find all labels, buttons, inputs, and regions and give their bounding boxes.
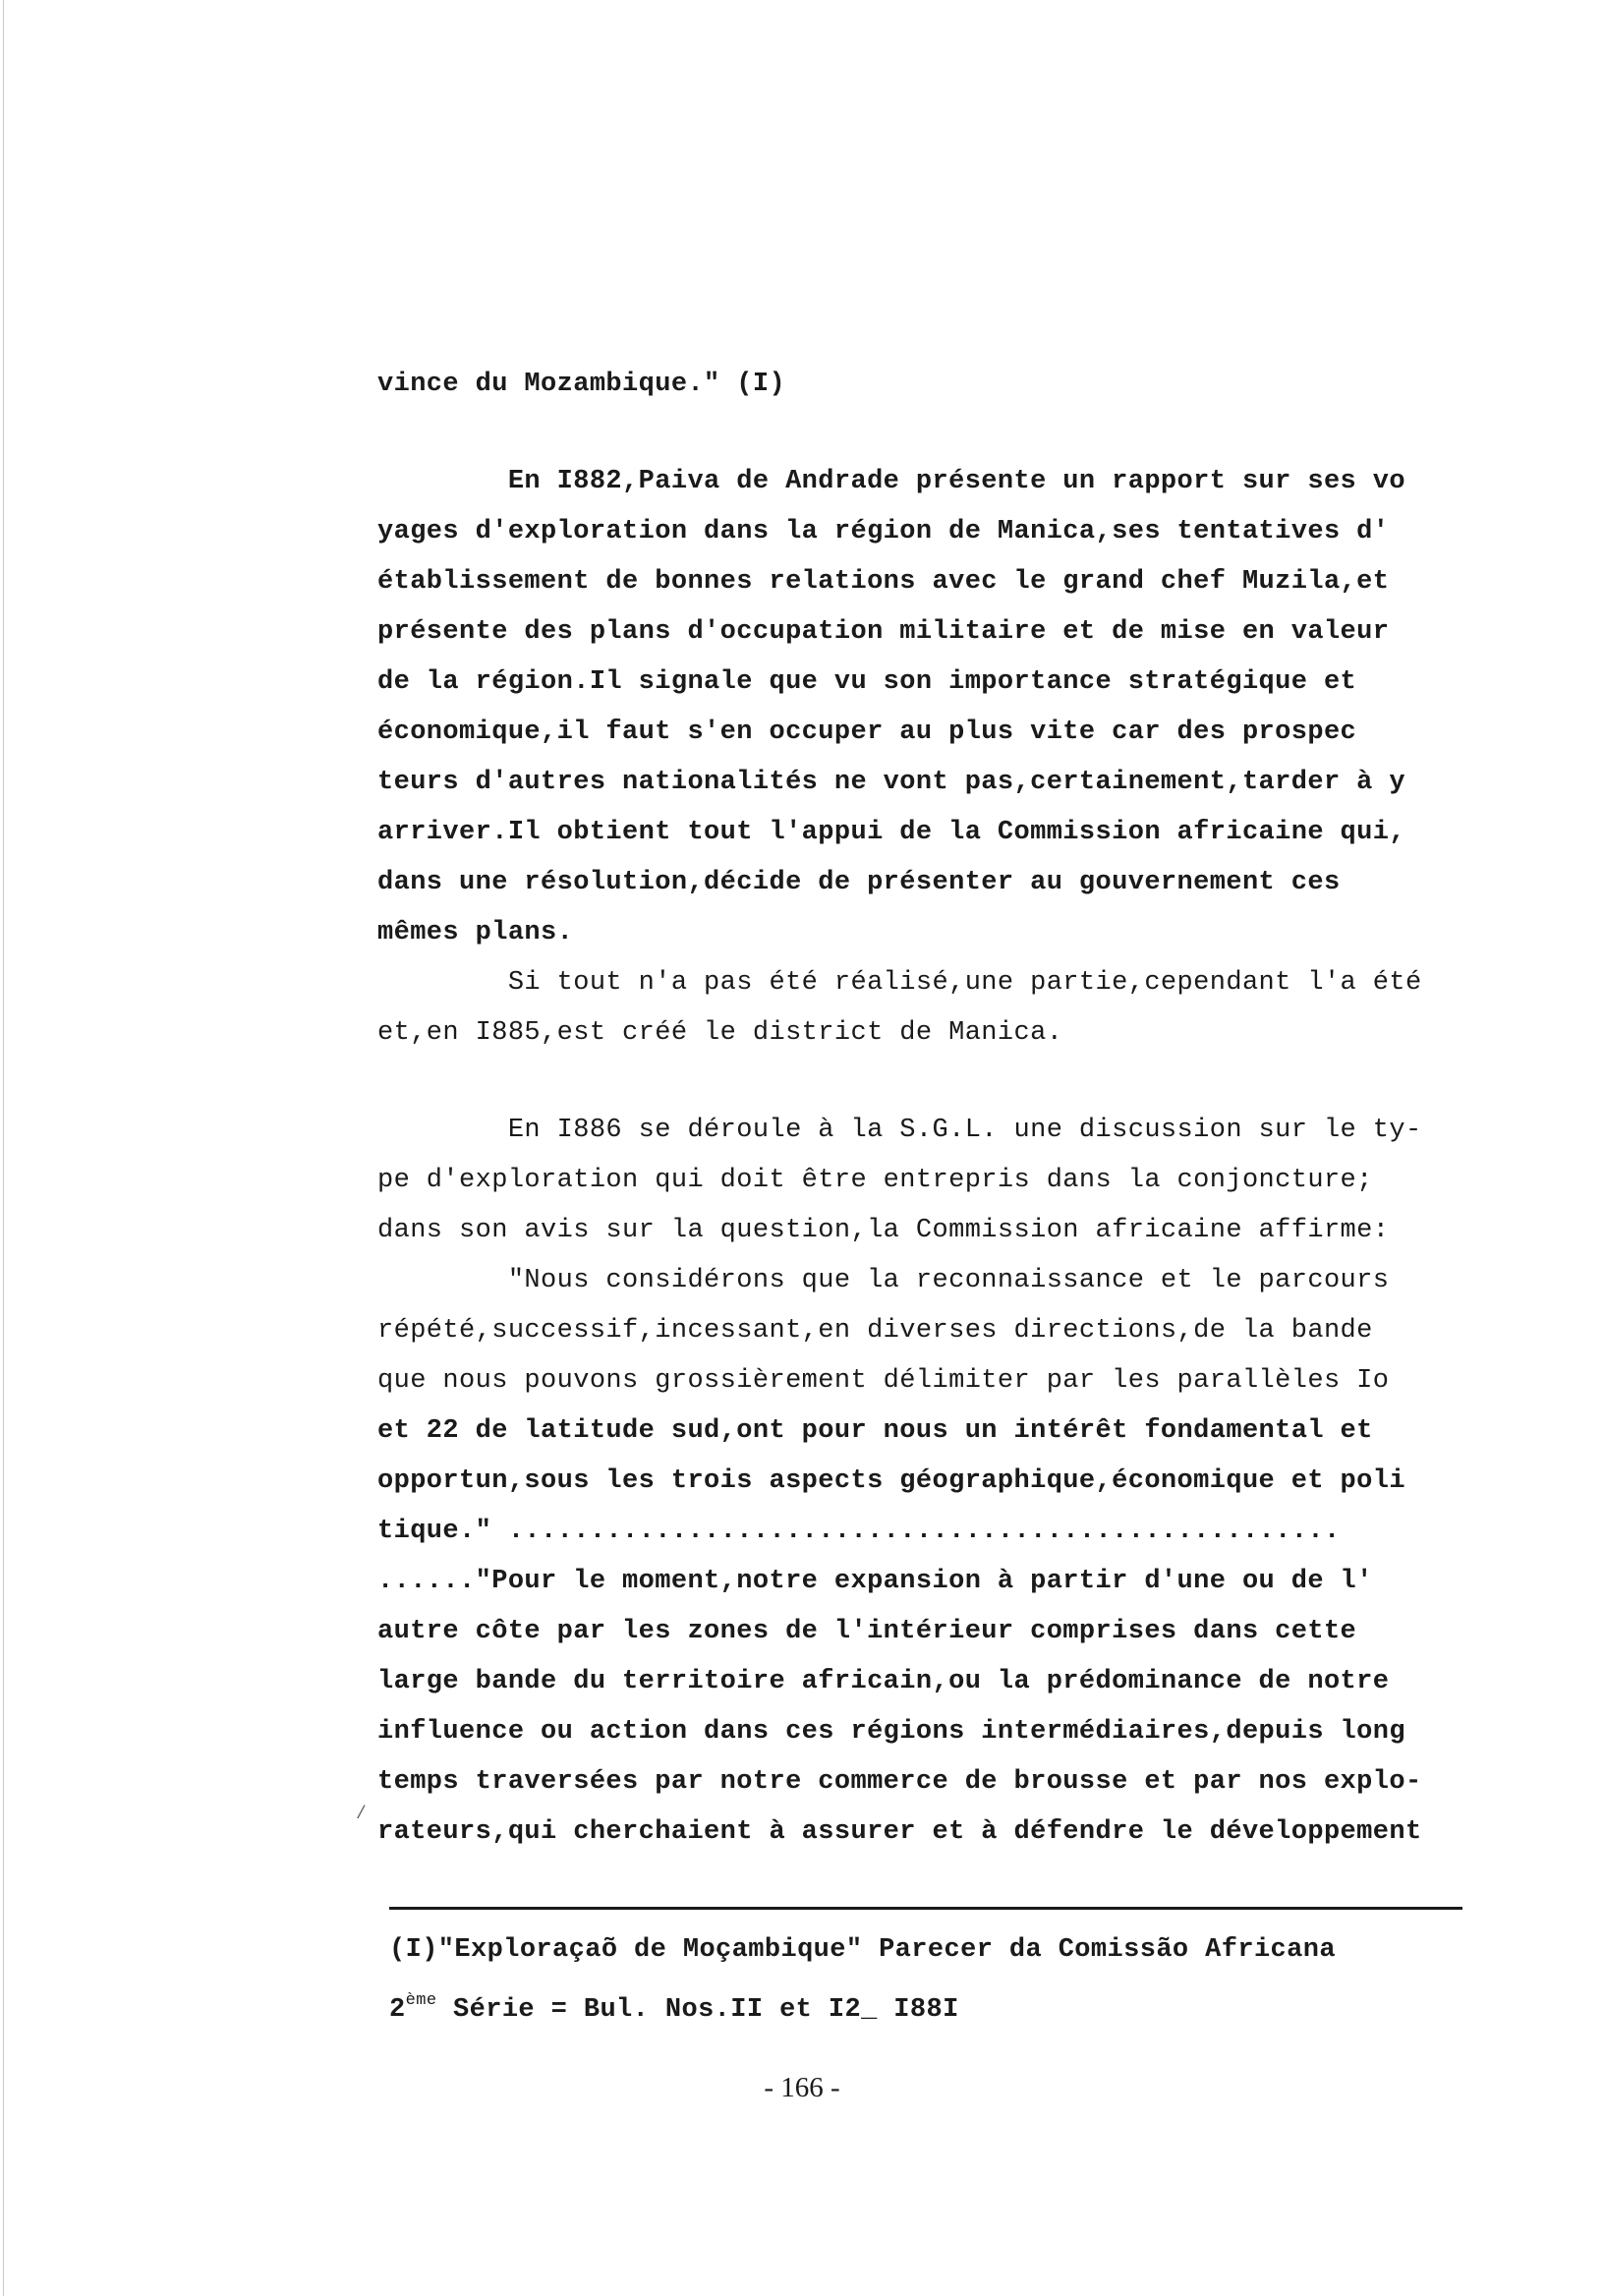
- body-text: [377, 360, 1503, 1858]
- footnote-line: [389, 1976, 1500, 2027]
- footnote-series-number: 2: [389, 1995, 406, 2025]
- text-line: ......"Pour le moment,notre expansion à partir d'une ou de l': [377, 1567, 1373, 1596]
- text-line: rateurs,qui cherchaient à assurer et à défendre le développement: [377, 1817, 1422, 1847]
- stray-pen-mark: /: [356, 1805, 367, 1824]
- text-line: répété,successif,incessant,en diverses directions,de la bande: [377, 1316, 1373, 1346]
- text-line: Si tout n'a pas été réalisé,une partie,cependant l'a été: [377, 968, 1422, 998]
- text-line: opportun,sous les trois aspects géographique,économique et poli: [377, 1466, 1405, 1496]
- scan-edge-line: [3, 0, 4, 2296]
- text-line: "Nous considérons que la reconnaissance et le parcours: [377, 1266, 1390, 1295]
- footnote-superscript: ème: [405, 1991, 437, 2010]
- text-line: et,en I885,est créé le district de Manica.: [377, 1018, 1063, 1048]
- text-line: En I882,Paiva de Andrade présente un rapport sur ses vo: [377, 467, 1405, 496]
- text-line: présente des plans d'occupation militaire et de mise en valeur: [377, 617, 1390, 647]
- text-line: de la région.Il signale que vu son importance stratégique et: [377, 667, 1357, 697]
- footnotes: [389, 1924, 1500, 2027]
- text-line: autre côte par les zones de l'intérieur comprises dans cette: [377, 1617, 1357, 1646]
- text-line: et 22 de latitude sud,ont pour nous un intérêt fondamental et: [377, 1416, 1373, 1446]
- footnote-divider: [389, 1907, 1462, 1910]
- text-line: pe d'exploration qui doit être entrepris dans la conjoncture;: [377, 1166, 1373, 1195]
- text-line: que nous pouvons grossièrement délimiter par les parallèles Io: [377, 1366, 1390, 1396]
- text-line: tique." ...................................................: [377, 1517, 1341, 1546]
- page-number: - 166 -: [764, 2072, 840, 2103]
- text-line: large bande du territoire africain,ou la prédominance de notre: [377, 1667, 1390, 1696]
- text-line: teurs d'autres nationalités ne vont pas,certainement,tarder à y: [377, 768, 1405, 797]
- text-line: En I886 se déroule à la S.G.L. une discussion sur le ty-: [377, 1116, 1422, 1145]
- text-line: temps traversées par notre commerce de brousse et par nos explo-: [377, 1767, 1422, 1797]
- footnote-series-rest: Série = Bul. Nos.II et I2_ I88I: [436, 1995, 959, 2025]
- paragraph-gap: [377, 1059, 1503, 1106]
- text-line: économique,il faut s'en occuper au plus vite car des prospec: [377, 718, 1357, 747]
- footnote-line: (I)"Exploraçaõ de Moçambique" Parecer da Comissão Africana: [389, 1935, 1336, 1965]
- text-line: dans une résolution,décide de présenter au gouvernement ces: [377, 868, 1341, 897]
- text-line: vince du Mozambique." (I): [377, 370, 786, 399]
- text-line: dans son avis sur la question,la Commission africaine affirme:: [377, 1216, 1390, 1245]
- text-line: influence ou action dans ces régions intermédiaires,depuis long: [377, 1717, 1405, 1747]
- text-line: établissement de bonnes relations avec le grand chef Muzila,et: [377, 567, 1390, 597]
- text-line: mêmes plans.: [377, 918, 574, 947]
- paragraph-gap: [377, 410, 1503, 457]
- text-line: arriver.Il obtient tout l'appui de la Commission africaine qui,: [377, 818, 1405, 847]
- text-line: yages d'exploration dans la région de Manica,ses tentatives d': [377, 517, 1390, 546]
